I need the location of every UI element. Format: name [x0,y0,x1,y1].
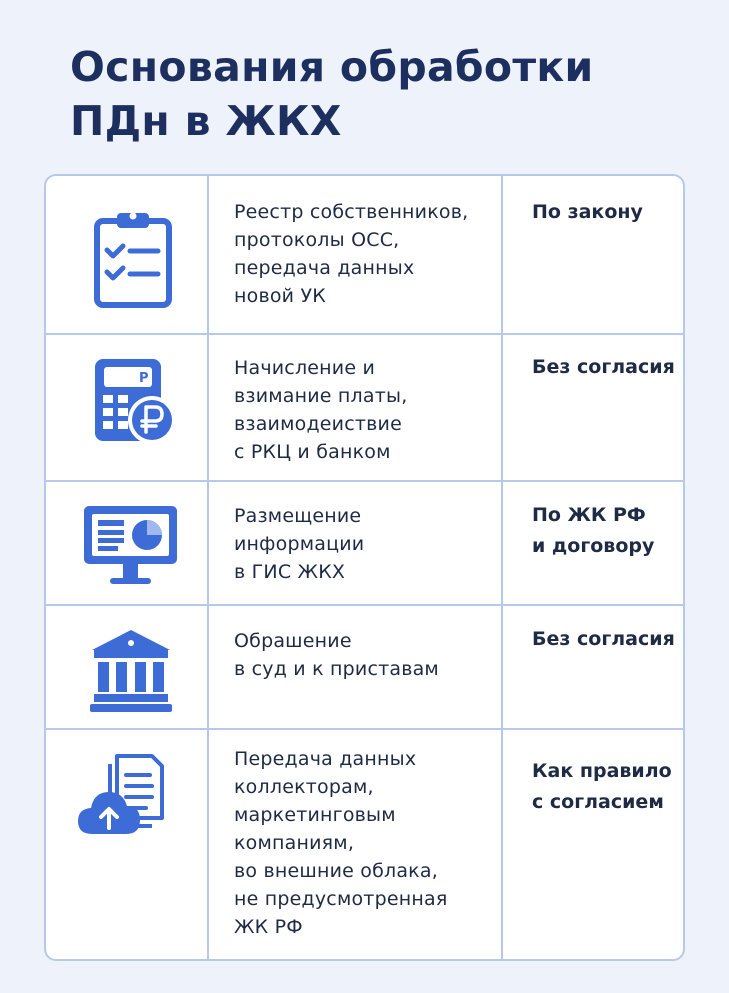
row-legal-basis: Как правило с согласием [532,760,672,813]
table-row-third-parties [46,728,683,961]
row-description: Передача данных коллекторам, маркетинговым компаниям, во внешние облака, не предусмотренная ЖК РФ [234,748,448,938]
row-description: Обрашение в суд и к приставам [234,630,439,680]
page-title-line-1: Основания обработки [70,43,594,91]
page-title [70,40,594,148]
row-legal-basis: Без согласия [532,356,675,378]
page-title-line-2: ПДн в ЖКХ [70,97,342,145]
table-row-court [46,604,683,730]
table-row-gis-housing [46,480,683,606]
svg-text:P: P [139,371,149,386]
row-description: Начисление и взимание платы, взаимодеиствие с РКЦ и банком [234,357,408,463]
monitor-chart-icon [46,482,207,606]
row-legal-basis: По ЖК РФ и договору [532,504,655,557]
table-row-owners-registry [46,176,683,335]
row-description: Размещение информации в ГИС ЖКХ [234,505,365,583]
table-row-billing [46,333,683,482]
clipboard-checklist-icon [46,176,207,335]
legal-basis-table [44,174,685,961]
row-legal-basis: По закону [532,201,643,223]
courthouse-icon [46,606,207,730]
cloud-upload-documents-icon [46,730,207,961]
row-legal-basis: Без согласия [532,628,675,650]
row-description: Реестр собственников, протоколы ОСС, передача данных новой УК [234,201,469,307]
calculator-ruble-icon [46,335,207,482]
